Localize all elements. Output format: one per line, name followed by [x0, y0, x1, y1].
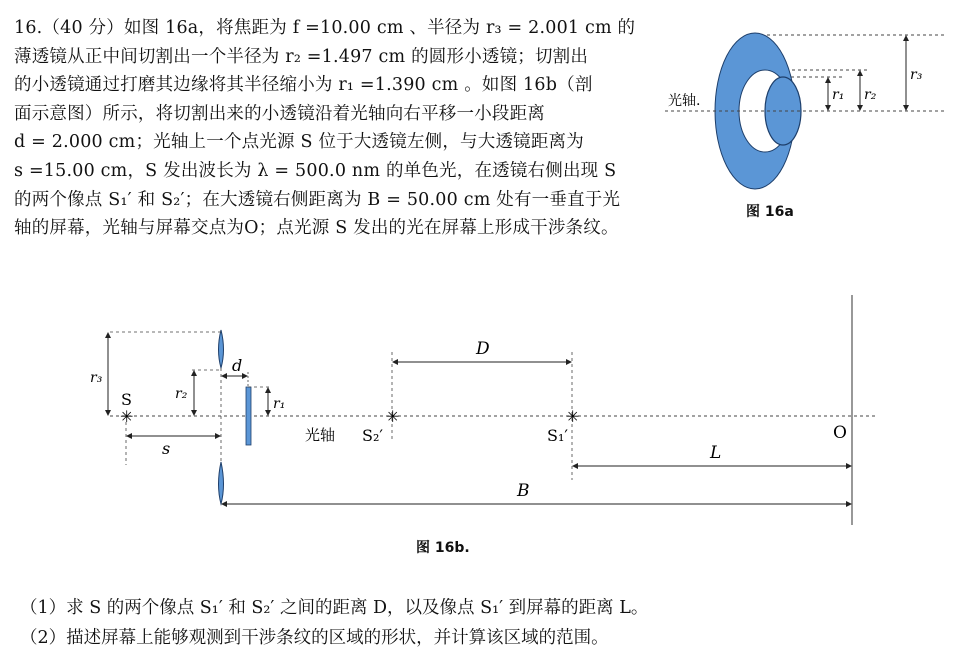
problem-statement	[14, 14, 644, 243]
source-S-label: S	[121, 390, 132, 409]
problem-line: 的小透镜通过打磨其边缘将其半径缩小为 r₁ =1.390 cm 。如图 16b（剖	[14, 75, 593, 96]
r1-label-16a: r₁	[832, 87, 845, 103]
small-lens	[765, 77, 801, 145]
axis-label-16b: 光轴	[305, 426, 336, 444]
B-label: B	[517, 481, 530, 501]
point-O-label: O	[833, 423, 847, 443]
question-2: （2）描述屏幕上能够观测到干涉条纹的区域的形状，并计算该区域的范围。	[20, 628, 609, 648]
problem-line: 薄透镜从正中间切割出一个半径为 r₂ =1.497 cm 的圆形小透镜；切割出	[14, 46, 589, 67]
problem-line: 面示意图）所示，将切割出来的小透镜沿着光轴向右平移一小段距离	[14, 103, 545, 124]
r1-label-16b: r₁	[273, 396, 286, 412]
r3-label-16b: r₃	[90, 370, 103, 386]
caption-16a: 图 16a	[746, 204, 794, 220]
question-1: （1）求 S 的两个像点 S₁′ 和 S₂′ 之间的距离 D，以及像点 S₁′ 到屏幕的距离 L。	[20, 598, 649, 618]
problem-line: d = 2.000 cm；光轴上一个点光源 S 位于大透镜左侧，与大透镜距离为	[14, 132, 584, 153]
problem-line: 的两个像点 S₁′ 和 S₂′；在大透镜右侧距离为 B = 50.00 cm 处有一垂直于光	[14, 189, 621, 210]
large-lens-bottom	[219, 462, 224, 504]
figure-16a	[660, 25, 960, 200]
r2-label-16a: r₂	[864, 87, 877, 103]
r2-label-16b: r₂	[175, 386, 188, 402]
image-S1p-label: S₁′	[547, 426, 569, 445]
caption-16b: 图 16b.	[416, 540, 470, 556]
s-label: s	[162, 439, 171, 458]
small-lens-16b	[246, 387, 251, 445]
problem-line: 16.（40 分）如图 16a，将焦距为 f =10.00 cm 、半径为 r₃ = 2.001 cm 的	[14, 18, 636, 38]
source-S-star: ✳	[120, 407, 134, 426]
problem-line: 轴的屏幕，光轴与屏幕交点为O；点光源 S 发出的光在屏幕上形成干涉条纹。	[14, 218, 619, 239]
L-label: L	[710, 443, 722, 463]
image-S2p-star: ✳	[386, 407, 400, 426]
problem-line: s =15.00 cm，S 发出波长为 λ = 500.0 nm 的单色光，在透镜右侧出现 S	[14, 160, 617, 181]
image-S2p-label: S₂′	[362, 426, 384, 445]
axis-label-16a: 光轴.	[668, 93, 701, 109]
d-label: d	[232, 356, 243, 375]
figure-16b	[80, 290, 880, 530]
r3-label-16a: r₃	[910, 67, 923, 83]
D-label: D	[476, 339, 490, 359]
large-lens-top	[219, 330, 224, 368]
image-S1p-star: ✳	[566, 407, 580, 426]
